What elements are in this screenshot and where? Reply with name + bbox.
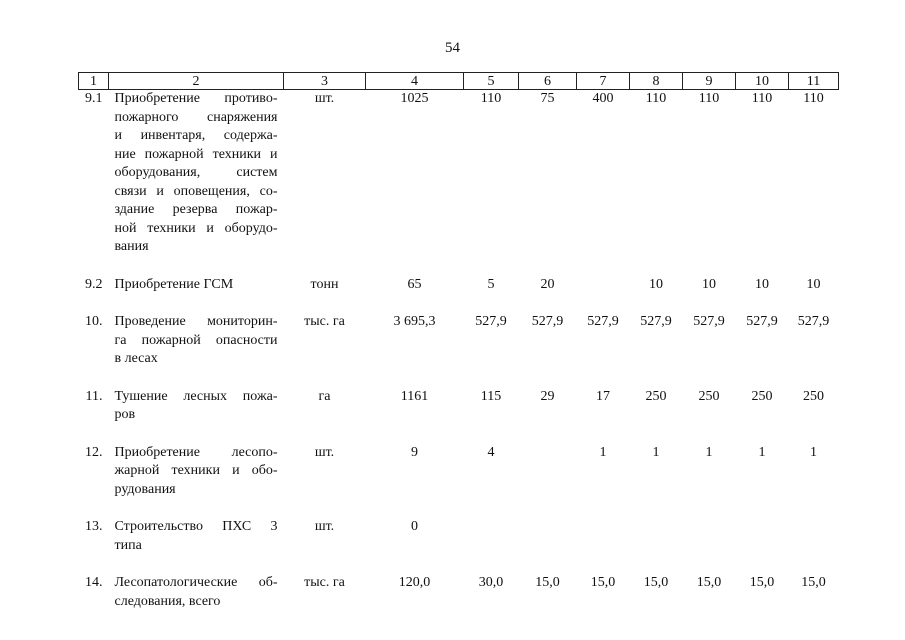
cell-col-8: 527,9 (640, 314, 672, 329)
cell-col-4: 9 (411, 444, 418, 460)
cell-col-8: 250 (645, 388, 667, 404)
cell-col-11: 1 (810, 444, 817, 460)
header-row (79, 73, 839, 90)
cell-col-4: 1161 (400, 388, 429, 404)
cell-col-11: 110 (803, 91, 824, 106)
cell-col-7: 527,9 (587, 314, 619, 329)
cell-col-4: 3 695,3 (393, 314, 436, 329)
cell-col-6: 75 (540, 91, 555, 106)
cell-col-10: 250 (751, 388, 773, 404)
column-header-4: 4 (366, 73, 464, 90)
cell-col-11: 250 (803, 388, 824, 404)
cell-col-4: 0 (411, 519, 418, 534)
cell-col-10: 110 (751, 91, 773, 106)
column-header-2: 2 (109, 73, 284, 90)
row-number: 9.1 (85, 91, 103, 106)
row-number: 12. (85, 444, 103, 460)
cell-col-6: 29 (540, 388, 555, 404)
cell-col-5: 110 (480, 91, 502, 106)
cell-col-7: 17 (596, 388, 610, 404)
row-number: 11. (85, 388, 103, 404)
row-unit: тыс. га (304, 314, 345, 329)
cell-col-4: 120,0 (398, 575, 431, 590)
cell-col-10 (736, 518, 789, 574)
column-header-11: 11 (789, 73, 839, 90)
row-unit: шт. (314, 519, 335, 534)
cell-col-7 (577, 518, 630, 574)
table-row (79, 518, 839, 574)
row-number: 10. (85, 314, 103, 329)
cell-col-11: 527,9 (797, 314, 830, 329)
row-number: 13. (85, 519, 103, 534)
column-header-5: 5 (464, 73, 519, 90)
cell-col-5 (464, 518, 519, 574)
cell-col-6: 15,0 (535, 575, 560, 590)
cell-col-8: 10 (649, 276, 663, 292)
row-unit: тыс. га (304, 575, 345, 590)
row-number: 14. (85, 575, 103, 590)
cell-col-5: 30,0 (478, 575, 504, 590)
cell-col-11: 15,0 (801, 575, 826, 590)
cell-col-7: 400 (592, 91, 614, 106)
cell-col-6 (519, 518, 577, 574)
cell-col-9: 10 (702, 276, 716, 292)
table-row (79, 388, 839, 444)
cell-col-11: 10 (806, 276, 821, 292)
cell-col-8: 15,0 (643, 575, 669, 590)
cell-col-7 (577, 276, 630, 314)
column-header-7: 7 (577, 73, 630, 90)
table-row (79, 90, 839, 276)
cell-col-9: 527,9 (693, 314, 725, 329)
data-table (78, 72, 839, 630)
cell-col-6: 20 (540, 276, 555, 292)
cell-col-6 (519, 444, 577, 519)
row-unit: шт. (314, 444, 335, 460)
cell-col-9: 110 (698, 91, 720, 106)
cell-col-8: 1 (652, 444, 660, 460)
row-name: Строительство ПХС 3 типа (114, 519, 278, 553)
cell-col-10: 10 (755, 276, 769, 292)
column-header-6: 6 (519, 73, 577, 90)
table-row (79, 276, 839, 314)
row-unit: шт. (314, 91, 335, 106)
cell-col-4: 1025 (400, 91, 429, 106)
column-header-8: 8 (630, 73, 683, 90)
cell-col-5: 115 (480, 388, 502, 404)
cell-col-10: 15,0 (749, 575, 775, 590)
cell-col-5: 527,9 (475, 314, 507, 329)
cell-col-6: 527,9 (531, 314, 564, 329)
cell-col-9: 1 (705, 444, 713, 460)
cell-col-9: 15,0 (696, 575, 722, 590)
row-unit: га (318, 388, 331, 404)
cell-col-5: 4 (487, 444, 495, 460)
cell-col-5: 5 (487, 276, 495, 292)
cell-col-8: 110 (645, 91, 667, 106)
page-number: 54 (445, 40, 460, 56)
row-name: Лесопатологические об- следования, всего (114, 575, 278, 609)
cell-col-10: 527,9 (746, 314, 778, 329)
cell-col-9: 250 (698, 388, 720, 404)
cell-col-10: 1 (758, 444, 766, 460)
row-unit: тонн (310, 276, 339, 292)
cell-col-7: 1 (599, 444, 607, 460)
cell-col-7: 15,0 (590, 575, 616, 590)
row-name: Проведение мониторин- га пожарной опасности в лесах (114, 314, 278, 366)
cell-col-4: 65 (407, 276, 422, 292)
row-name: Приобретение противо- пожарного снаряжения и инвентаря, содержа- ние пожарной техники и оборудования, систем связи и оповещения, со- здание резерва пожар- ной техники и оборудо- вания (114, 91, 278, 254)
cell-col-11 (789, 518, 839, 574)
row-name: Приобретение ГСМ (114, 276, 234, 292)
column-header-10: 10 (736, 73, 789, 90)
row-name: Приобретение лесопо- жарной техники и обо- рудования (114, 444, 278, 497)
table-body (79, 90, 839, 631)
table-header (79, 73, 839, 90)
table-row (79, 313, 839, 388)
column-header-1: 1 (79, 73, 109, 90)
table-row (79, 444, 839, 519)
column-header-9: 9 (683, 73, 736, 90)
table-row (79, 574, 839, 630)
cell-col-9 (683, 518, 736, 574)
column-header-3: 3 (284, 73, 366, 90)
row-number: 9.2 (85, 276, 103, 292)
row-name: Тушение лесных пожа- ров (114, 388, 278, 422)
cell-col-8 (630, 518, 683, 574)
